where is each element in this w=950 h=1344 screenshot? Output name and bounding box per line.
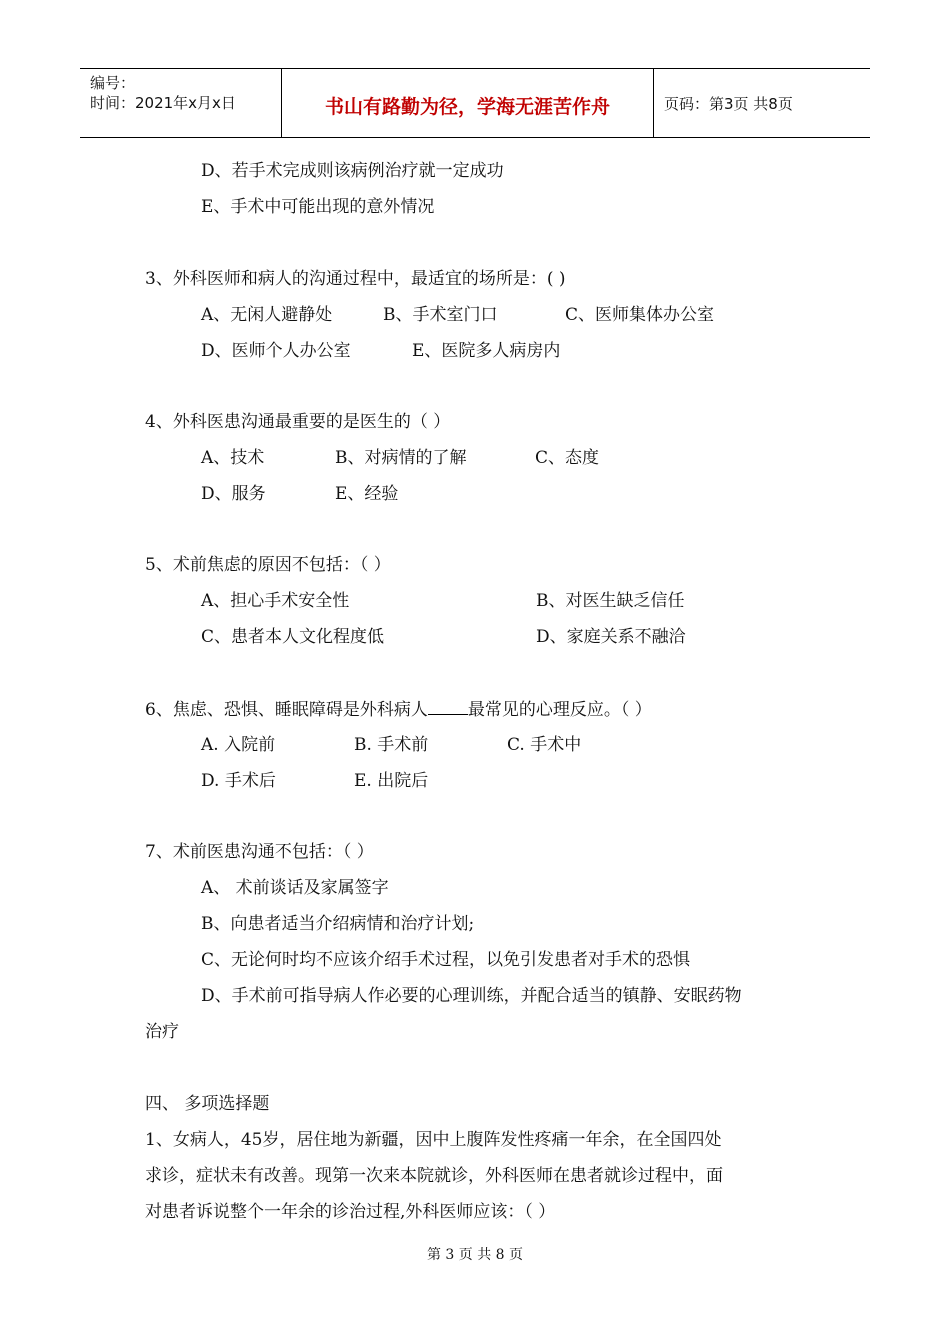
q3-stem: 3、外科医师和病人的沟通过程中，最适宜的场所是：( ) [145, 269, 566, 289]
q4-option-d: D、服务 [201, 484, 266, 504]
q5-option-b: B、对医生缺乏信任 [536, 591, 685, 611]
q6-option-a: A. 入院前 [201, 735, 276, 755]
q3-option-e: E、医院多人病房内 [412, 341, 561, 361]
q3-option-a: A、无闲人避静处 [201, 305, 333, 325]
q7-option-d: D、手术前可指导病人作必要的心理训练，并配合适当的镇静、安眠药物 [201, 986, 742, 1006]
q7-stem: 7、术前医患沟通不包括：（ ） [145, 842, 374, 862]
q6-option-b: B. 手术前 [354, 735, 429, 755]
q6-stem-part2: 最常见的心理反应。（ ） [467, 700, 652, 720]
q5-option-c: C、患者本人文化程度低 [201, 627, 385, 647]
header-date: 时间：2021年x月x日 [90, 94, 236, 112]
q4-stem: 4、外科医患沟通最重要的是医生的（ ） [145, 412, 451, 432]
q3-option-d: D、医师个人办公室 [201, 341, 351, 361]
q4-option-a: A、技术 [201, 448, 265, 468]
q3-option-b: B、手术室门口 [383, 305, 498, 325]
q4-option-c: C、态度 [535, 448, 600, 468]
q6-stem-part1: 6、焦虑、恐惧、睡眠障碍是外科病人 [145, 700, 428, 720]
section-heading-multiple-choice: 四、 多项选择题 [145, 1094, 270, 1114]
q6-option-c: C. 手术中 [507, 735, 582, 755]
mq1-stem-line1: 1、女病人，45岁，居住地为新疆，因中上腹阵发性疼痛一年余，在全国四处 [145, 1130, 722, 1150]
header-motto: 书山有路勤为径，学海无涯苦作舟 [282, 69, 654, 137]
q4-option-b: B、对病情的了解 [335, 448, 467, 468]
page-footer: 第 3 页 共 8 页 [426, 1247, 524, 1263]
q5-stem: 5、术前焦虑的原因不包括：（ ） [145, 555, 391, 575]
header-serial: 编号： [90, 74, 136, 92]
q3-option-c: C、医师集体办公室 [565, 305, 715, 325]
q7-option-a: A、 术前谈话及家属签字 [201, 878, 389, 898]
q6-option-e: E. 出院后 [354, 771, 429, 791]
q4-option-e: E、经验 [335, 484, 399, 504]
q2-option-d: D、若手术完成则该病例治疗就一定成功 [201, 161, 504, 181]
q6-option-d: D. 手术后 [201, 771, 276, 791]
q5-option-d: D、家庭关系不融洽 [536, 627, 686, 647]
header-meta [80, 69, 282, 137]
header-page-number: 页码：第3页 共8页 [664, 94, 793, 113]
q5-option-a: A、担心手术安全性 [201, 591, 350, 611]
mq1-stem-line2: 求诊，症状未有改善。现第一次来本院就诊，外科医师在患者就诊过程中，面 [145, 1166, 723, 1186]
mq1-stem-line3: 对患者诉说整个一年余的诊治过程,外科医师应该：（ ） [145, 1202, 556, 1222]
q7-option-b: B、向患者适当介绍病情和治疗计划; [201, 914, 475, 934]
q6-fill-blank [428, 698, 468, 715]
q6-stem [145, 698, 652, 721]
q7-option-d-continued: 治疗 [145, 1022, 179, 1042]
q2-option-e: E、手术中可能出现的意外情况 [201, 197, 435, 217]
page-header [80, 68, 870, 138]
q7-option-c: C、无论何时均不应该介绍手术过程，以免引发患者对手术的恐惧 [201, 950, 691, 970]
